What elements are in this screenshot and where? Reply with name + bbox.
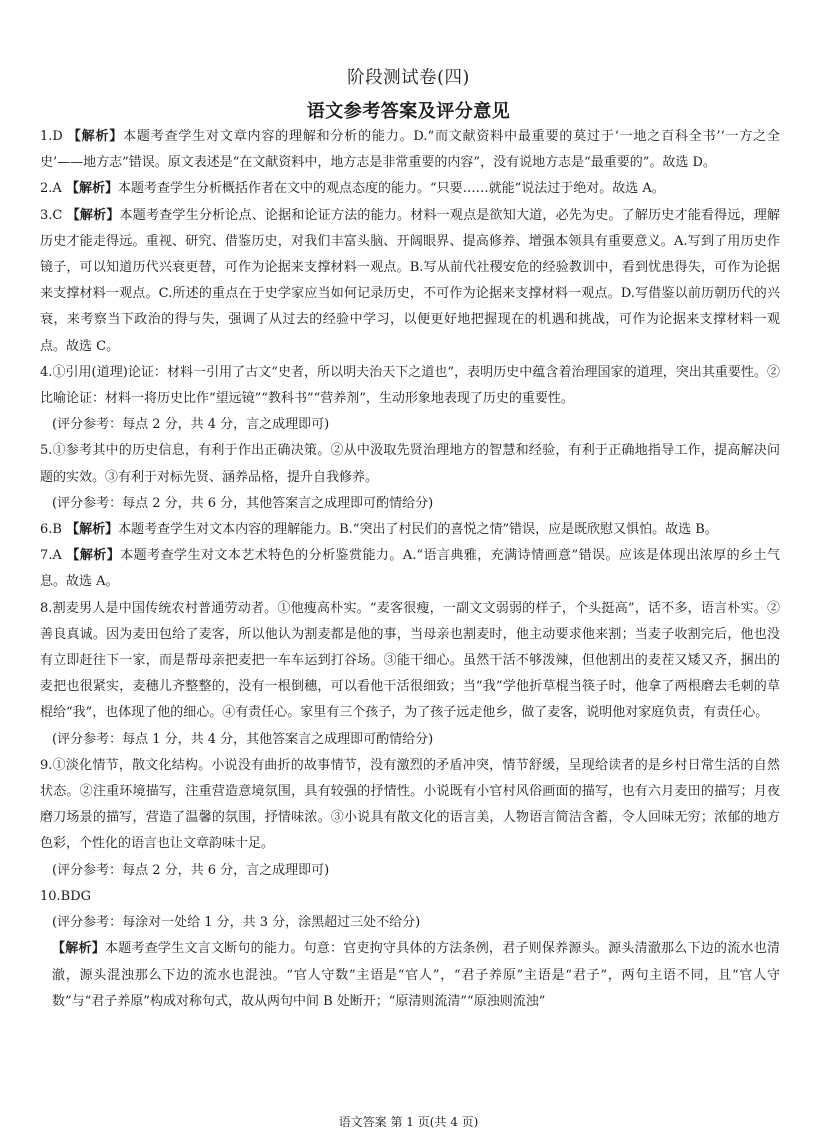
item-number: 8. (40, 600, 53, 616)
answer-item-4 (40, 360, 780, 412)
answer-item-9 (40, 753, 780, 858)
item-number: 5. (40, 443, 53, 459)
item-number: 6.B (40, 522, 62, 538)
item-text: ①淡化情节，散文化结构。小说没有曲折的故事情节，没有激烈的矛盾冲突，情节舒缓，呈现给读者的是乡村日常生活的自然状态。②注重环境描写，注重营造意境氛围，具有较强的抒情性。小说既有小官村风俗画面的描写，也有六月麦田的描写；月夜磨刀场景的描写，营造了温馨的氛围，抒情味浓。③小说具有散文化的语言美，人物语言简洁含蓄，令人回味无穷；浓郁的地方色彩，个性化的语言也让文章韵味十足。 (40, 757, 780, 852)
answer-item-6 (40, 517, 780, 543)
item-number: 3.C (40, 207, 63, 223)
item-text: ①引用(道理)论证：材料一引用了古文“史者，所以明夫治天下之道也”，表明历史中蕴含着治理国家的道理，突出其重要性。②比喻论证：材料一将历史比作“望远镜”“教科书”“营养剂”，生动形象地表现了历史的重要性。 (40, 364, 780, 407)
answer-item-3 (40, 203, 780, 360)
item-text: 本题考查学生分析论点、论据和论证方法的能力。材料一观点是欲知大道，必先为史。了解历史才能看得远，理解历史才能走得远。重视、研究、借鉴历史，对我们丰富头脑、开阔眼界、提高修养、增强本领具有重要意义。A.写到了用历史作镜子，可以知道历代兴衰更替，可作为论据来支撑材料一观点。B.写从前代社稷安危的经验教训中，看到忧患得失，可作为论据来支撑材料一观点。C.所述的重点在于史学家应当如何记录历史，不可作为论据来支撑材料一观点。D.写借鉴以前历朝历代的兴衰，来考察当下政治的得与失，强调了从过去的经验中学习，以便更好地把握现在的机遇和挑战，可作为论据来支撑材料一观点。故选 C。 (40, 207, 780, 354)
item-text: 本题考查学生对文本艺术特色的分析鉴赏能力。A.“语言典雅，充满诗情画意”错误。应该是体现出浓厚的乡土气息。故选 A。 (40, 548, 780, 590)
item-text: 本题考查学生对文本内容的理解能力。B.“突出了村民们的喜悦之情”错误，应是既欣慰又惧怕。故选 B。 (118, 522, 718, 538)
item-number: 7.A (40, 548, 62, 564)
scoring-note: (评分参考：每点 2 分，共 6 分，其他答案言之成理即可酌情给分) (52, 495, 434, 511)
answer-item-10-analysis (40, 936, 780, 1015)
answer-item-5 (40, 438, 780, 490)
item-number: 10.BDG (40, 888, 92, 904)
analysis-tag: 【解析】 (65, 181, 118, 197)
item-text: 本题考查学生分析概括作者在文中的观点态度的能力。“只要……就能”说法过于绝对。故选 A。 (117, 181, 665, 197)
item-text: 割麦男人是中国传统农村普通劳动者。①他瘦高朴实。“麦客很瘦，一副文文弱弱的样子，个头挺高”，话不多，语言朴实。②善良真诚。因为麦田包给了麦客，所以他认为割麦都是他的事，当母亲也割麦时，他主动要求他来割；当麦子收割完后，他也没有立即赶往下一家，而是帮母亲把麦把一车车运到打谷场。③能干细心。虽然干活不够泼辣，但他割出的麦茬又矮又齐，捆出的麦把也很紧实，麦穗儿齐整整的，没有一根倒穗，可以看他干活很细致；当“我”学他折草棍当筷子时，他拿了两根磨去毛刺的草棍给“我”，也体现了他的细心。④有责任心。家里有三个孩子，为了孩子远走他乡，做了麦客，说明他对家庭负责，有责任心。 (40, 600, 780, 721)
answer-list (40, 124, 780, 1015)
analysis-tag: 【解析】 (52, 941, 105, 957)
answer-item-2 (40, 176, 780, 202)
analysis-tag: 【解析】 (66, 548, 121, 564)
item-text: ①参考其中的历史信息，有利于作出正确决策。②从中汲取先贤治理地方的智慧和经验，有利于正确地指导工作，提高解决问题的实效。③有利于对标先贤、涵养品格，提升自我修养。 (40, 443, 780, 485)
item-number: 4. (40, 364, 53, 380)
analysis-tag: 【解析】 (66, 207, 120, 223)
item-number: 2.A (40, 181, 62, 197)
page-subtitle: 语文参考答案及评分意见 (306, 101, 511, 122)
item-text: 本题考查学生对文章内容的理解和分析的能力。D.“而文献资料中最重要的莫过于‘一地之百科全书’‘一方之全史’——地方志”错误。原文表述是“在文献资料中，地方志是非常重要的内容”，没有说地方志是“最重要的”。故选 D。 (40, 129, 780, 171)
scoring-note: (评分参考：每涂对一处给 1 分，共 3 分，涂黑超过三处不给分) (52, 915, 421, 931)
item-text: 本题考查学生文言文断句的能力。句意：官吏拘守具体的方法条例，君子则保养源头。源头清澈那么下边的流水也清澈，源头混浊那么下边的流水也混浊。“官人守数”主语是“官人”，“君子养原”主语是“君子”，两句主语不同，且“官人守数”与“君子养原”构成对称句式，故从两句中间 B 处断开；“原清则流清”“原浊则流浊” (52, 941, 780, 1009)
item-number: 1.D (40, 129, 63, 144)
scoring-note: (评分参考：每点 2 分，共 6 分，言之成理即可) (52, 862, 330, 878)
answer-item-7 (40, 543, 780, 595)
page-footer: 语文答案 第 1 页(共 4 页) (338, 1115, 479, 1129)
answer-item-8 (40, 596, 780, 727)
scoring-note: (评分参考：每点 1 分，共 4 分，其他答案言之成理即可酌情给分) (52, 731, 434, 747)
page-title: 阶段测试卷(四) (347, 68, 470, 88)
scoring-note: (评分参考：每点 2 分，共 4 分，言之成理即可) (52, 417, 330, 433)
item-number: 9. (40, 757, 53, 773)
analysis-tag: 【解析】 (66, 522, 119, 538)
analysis-tag: 【解析】 (67, 129, 124, 144)
answer-item-1 (40, 124, 780, 176)
answer-item-10 (40, 884, 780, 910)
